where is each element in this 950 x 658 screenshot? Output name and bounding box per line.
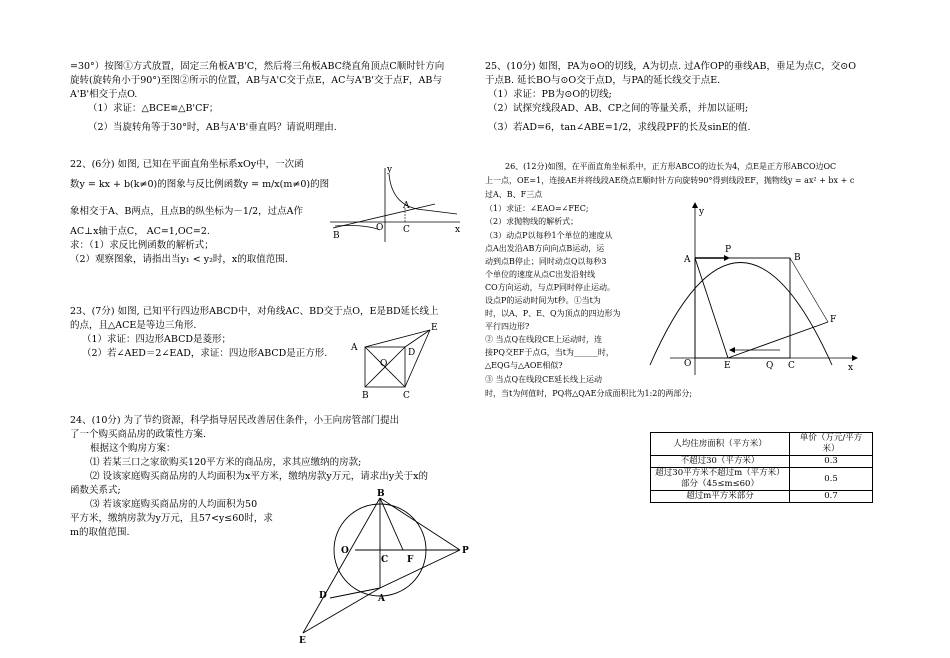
price-table xyxy=(650,432,873,503)
q22-label-y: y xyxy=(387,165,393,175)
text-line: ⑴ 若某三口之家欲购买120平方米的商品房，求其应缴纳的房款; xyxy=(90,457,362,468)
q23-label-d: D xyxy=(408,348,416,358)
text-line: 26、(12分)如图，在平面直角坐标系中，正方形ABCO的边长为4，点E是正方形ABCO边OC xyxy=(505,162,837,171)
text-line: =30°）按图①方式放置，固定三角板A'B'C，然后将三角板ABC绕直角顶点C顺时针方向 xyxy=(70,61,445,72)
text-line: （1）求证：△BCE≌△B'CF； xyxy=(88,103,219,114)
text-line: （2）观察图象，请指出当y₁ < y₂时，x的取值范围. xyxy=(70,254,288,265)
table-cell: 0.7 xyxy=(790,491,873,503)
table-cell: 0.3 xyxy=(790,456,873,468)
q26-label-a: A xyxy=(684,255,691,265)
table-row xyxy=(651,491,873,503)
text-line: m的取值范围. xyxy=(70,527,130,538)
text-line: 于点B. 延长BO与⊙O交于点D，与PA的延长线交于点E. xyxy=(485,75,721,86)
text-line: 象相交于A、B两点，且点B的纵坐标为－1/2，过点A作 xyxy=(70,206,303,217)
text-line: 函数关系式; xyxy=(70,485,121,496)
q26-figure xyxy=(640,200,870,380)
q23-label-o: O xyxy=(380,359,388,369)
q26-label-x: x xyxy=(848,363,854,373)
table-row xyxy=(651,456,873,468)
text-line: 24、(10分) 为了节约资源，科学指导居民改善居住条件，小王向房管部门提出 xyxy=(70,415,400,426)
q22-label-b: B xyxy=(333,231,340,241)
text-line: 接PQ交EF于点G，当t为______时， xyxy=(485,348,614,357)
q25-label-b: B xyxy=(377,489,385,499)
text-line: 的点，且△ACE是等边三角形. xyxy=(70,320,197,331)
q25-label-p: P xyxy=(462,546,469,556)
text-line: ⑶ 若该家庭购买商品房的人均面积为50 xyxy=(90,499,258,510)
q25-label-e: E xyxy=(299,636,306,646)
text-line: ③ 当点Q在线段CE延长线上运动 xyxy=(485,375,603,384)
text-line: 设点P的运动时间为t秒。①当t为 xyxy=(485,296,601,305)
q23-label-e: E xyxy=(431,323,438,333)
q25-label-d: D xyxy=(319,591,327,601)
q26-label-e: E xyxy=(724,361,731,371)
q25-figure xyxy=(295,488,475,653)
text-line: 点A出发沿AB方向向点B运动，运 xyxy=(485,244,605,253)
q26-label-q: Q xyxy=(766,361,774,371)
text-line: 上一点，OE=1，连接AE并将线段AE绕点E顺时针方向旋转90°得到线段EF，抛物线y = ax² + bx + c xyxy=(485,176,855,185)
q25-label-a: A xyxy=(378,594,385,604)
text-line: ② 当点Q在线段CE上运动时，连 xyxy=(485,335,603,344)
table-cell: 超过30平方米不超过m（平方米）部分（45≤m≤60） xyxy=(651,468,790,491)
text-line: AC⊥x轴于点C， AC=1,OC=2. xyxy=(70,226,210,237)
q23-figure xyxy=(345,322,445,400)
q25-label-o: O xyxy=(341,546,349,556)
text-line: （1）求证：PB为⊙O的切线; xyxy=(488,89,612,100)
text-line: A'B'相交于点O. xyxy=(70,89,138,100)
text-line: 了一个购买商品房的政策性方案. xyxy=(70,429,207,440)
text-line: 22、(6分) 如图, 已知在平面直角坐标系xOy中，一次函 xyxy=(70,159,304,170)
text-line: （1）求证：四边形ABCD是菱形； xyxy=(82,334,231,345)
table-cell: 超过m平方米部分 xyxy=(651,491,790,503)
text-line: 平行四边形? xyxy=(485,322,530,331)
q25-label-c: C xyxy=(381,555,389,565)
text-line: 时，当t为何值时，PQ将△QAE分成面积比为1:2的两部分; xyxy=(485,389,693,398)
q23-label-b: B xyxy=(362,391,369,401)
q23-label-c: C xyxy=(403,391,410,401)
text-line: 时，以A、P、E、Q为顶点的四边形为 xyxy=(485,309,621,318)
q26-label-b: B xyxy=(794,253,801,263)
text-line: 数y = kx + b(k≠0)的图象与反比例函数y = m/x(m≠0)的图 xyxy=(70,179,330,190)
q26-label-p: P xyxy=(725,245,732,255)
text-line: 旋转(旋转角小于90°)至图②所示的位置，AB与A'C交于点E，AC与A'B'交于点F，AB与 xyxy=(70,75,442,86)
q22-label-o: O xyxy=(376,223,384,233)
q26-label-c: C xyxy=(788,361,795,371)
text-line: （2）试探究线段AD、AB、CP之间的等量关系，并加以证明; xyxy=(488,103,749,114)
text-line: 根据这个购房方案： xyxy=(90,443,176,454)
table-row xyxy=(651,468,873,491)
text-line: 平方米，缴纳房款为y万元，且57<y≤60时，求 xyxy=(70,513,273,524)
text-line: 动到点B停止；同时动点Q以每秒3 xyxy=(485,257,607,266)
text-line: 过A、B、F三点 xyxy=(485,190,543,199)
q22-label-x: x xyxy=(455,225,461,235)
q25-label-f: F xyxy=(407,555,414,565)
text-line: 求：（1）求反比例函数的解析式； xyxy=(70,240,214,251)
q22-label-c: C xyxy=(403,225,410,235)
table-header-cell: 人均住房面积（平方米） xyxy=(651,433,790,456)
table-header-cell: 单价（万元/平方米） xyxy=(790,433,873,456)
q22-figure xyxy=(325,160,465,245)
q22-label-a: A xyxy=(403,201,410,211)
text-line: 23、(7分) 如图, 已知平行四边形ABCD中，对角线AC、BD交于点O，E是BD延长线上 xyxy=(70,306,439,317)
q26-label-y: y xyxy=(699,207,705,217)
table-header-row xyxy=(651,433,873,456)
text-line: （3）若AD=6，tan∠ABE=1/2，求线段PF的长及sinE的值. xyxy=(488,122,751,133)
text-line: （1）求证：∠EAO=∠FEC; xyxy=(485,204,589,213)
q26-label-o: O xyxy=(684,359,692,369)
q26-label-f: F xyxy=(830,315,837,325)
q23-label-a: A xyxy=(351,343,358,353)
text-line: （2）若∠AED＝2∠EAD，求证：四边形ABCD是正方形. xyxy=(82,348,328,359)
table-cell: 0.5 xyxy=(790,468,873,491)
text-line: （2）求抛物线的解析式； xyxy=(485,217,579,226)
text-line: （2）当旋转角等于30°时，AB与A'B'垂直吗？请说明理由. xyxy=(88,122,337,133)
text-line: ⑵ 设该家庭购买商品房的人均面积为x平方米，缴纳房款y万元，请求出y关于x的 xyxy=(90,471,428,482)
text-line: 25、(10分) 如图，PA为⊙O的切线，A为切点. 过A作OP的垂线AB，垂足为点C，交⊙O xyxy=(485,61,857,72)
text-line: CO方向运动，与点P同时停止运动。 xyxy=(485,283,616,292)
table-cell: 不超过30（平方米） xyxy=(651,456,790,468)
text-line: （3）动点P以每秒1个单位的速度从 xyxy=(485,231,613,240)
text-line: 个单位的速度从点C出发沿射线 xyxy=(485,270,596,279)
text-line: △EQG与△AOE相似? xyxy=(485,361,563,370)
